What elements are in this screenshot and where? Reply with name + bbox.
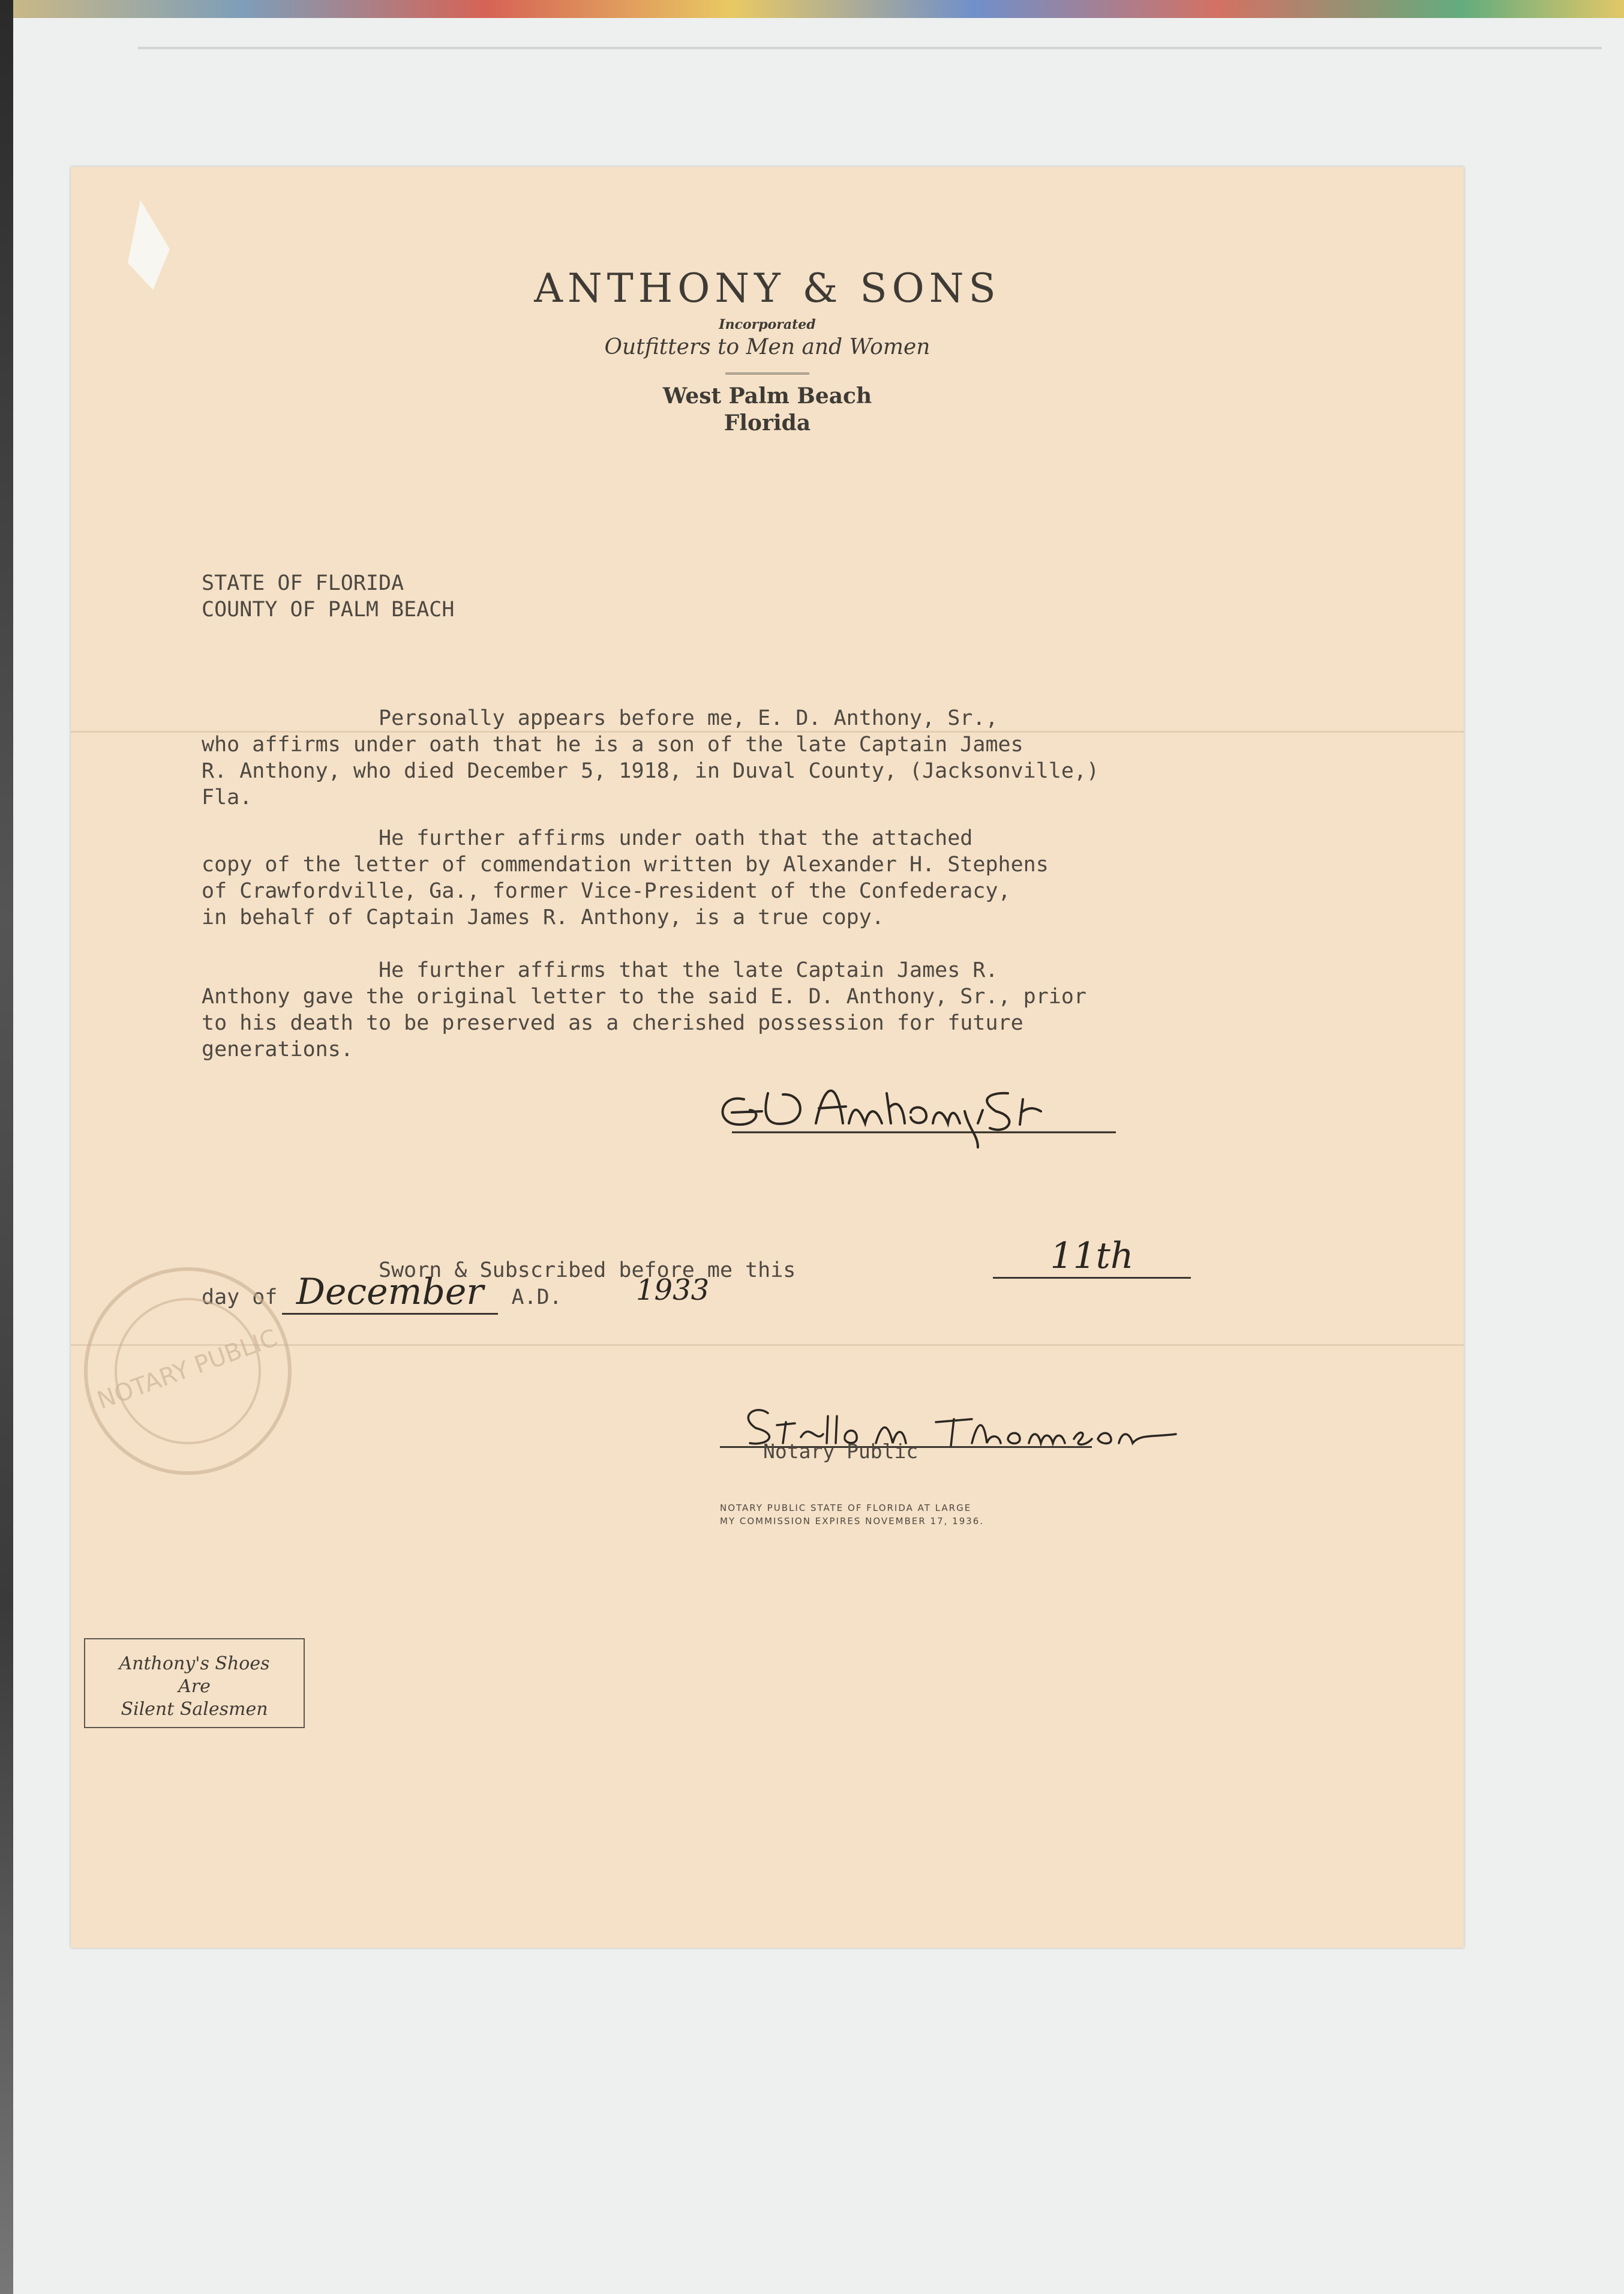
paragraph-1	[202, 705, 1099, 811]
notary-embossed-seal	[77, 1260, 299, 1482]
body-line: to his death to be preserved as a cherished possession for future	[202, 1011, 1023, 1035]
scan-edge-left	[0, 0, 13, 2294]
slogan-line: Anthony's Shoes	[119, 1653, 270, 1674]
body-line: He further affirms that the late Captain James R.	[202, 958, 998, 982]
jurat-year: 1933	[636, 1273, 710, 1307]
scanner-bed-line	[138, 47, 1602, 49]
jurat-day: 11th	[993, 1235, 1191, 1279]
body-line: Anthony gave the original letter to the said E. D. Anthony, Sr., prior	[202, 985, 1087, 1009]
company-city: West Palm Beach	[662, 383, 872, 409]
jurat-day-of: day of	[202, 1285, 278, 1309]
incorporated-label: Incorporated	[719, 317, 816, 332]
venue-state: STATE OF FLORIDA	[202, 571, 404, 595]
slogan-line: Silent Salesmen	[121, 1699, 268, 1720]
body-line: of Crawfordville, Ga., former Vice-President of the Confederacy,	[202, 879, 1011, 903]
body-line: copy of the letter of commendation written by Alexander H. Stephens	[202, 853, 1049, 877]
body-line: Personally appears before me, E. D. Anthony, Sr.,	[202, 706, 998, 730]
affiant-signature	[696, 1057, 1152, 1153]
venue-block	[202, 570, 454, 623]
letterhead	[71, 265, 1464, 437]
jurat-month: December	[282, 1271, 498, 1315]
jurat-ad: A.D.	[511, 1285, 562, 1309]
body-line: who affirms under oath that he is a son of the late Captain James	[202, 733, 1023, 757]
letterhead-divider	[725, 373, 809, 377]
affiant-signature-text: EDAnthonySr	[696, 1057, 700, 1058]
body-line: He further affirms under oath that the attached	[202, 826, 973, 850]
paragraph-2	[202, 825, 1049, 931]
body-line: Fla.	[202, 785, 253, 809]
company-state: Florida	[724, 410, 811, 436]
venue-county: COUNTY OF PALM BEACH	[202, 598, 455, 622]
body-line: generations.	[202, 1037, 353, 1061]
company-tagline: Outfitters to Men and Women	[604, 335, 930, 359]
footer-slogan-box	[84, 1638, 305, 1728]
seal-text: NOTARY PUBLIC	[93, 1324, 281, 1415]
paragraph-3	[202, 957, 1086, 1063]
body-line: in behalf of Captain James R. Anthony, is a true copy.	[202, 905, 884, 929]
jurat-line-1: Sworn & Subscribed before me this	[202, 1258, 796, 1282]
commission-line-2: MY COMMISSION EXPIRES NOVEMBER 17, 1936.	[720, 1516, 984, 1527]
notary-label: Notary Public	[763, 1440, 918, 1463]
commission-line-1: NOTARY PUBLIC STATE OF FLORIDA AT LARGE	[720, 1503, 972, 1513]
notary-signature-text: Stella M. Thomsen	[720, 1386, 726, 1387]
company-name: ANTHONY & SONS	[534, 265, 1001, 311]
slogan-line: Are	[178, 1676, 211, 1697]
body-line: R. Anthony, who died December 5, 1918, in Duval County, (Jacksonville,)	[202, 759, 1100, 783]
notary-commission	[720, 1501, 984, 1528]
scan-edge-top	[0, 0, 1624, 18]
